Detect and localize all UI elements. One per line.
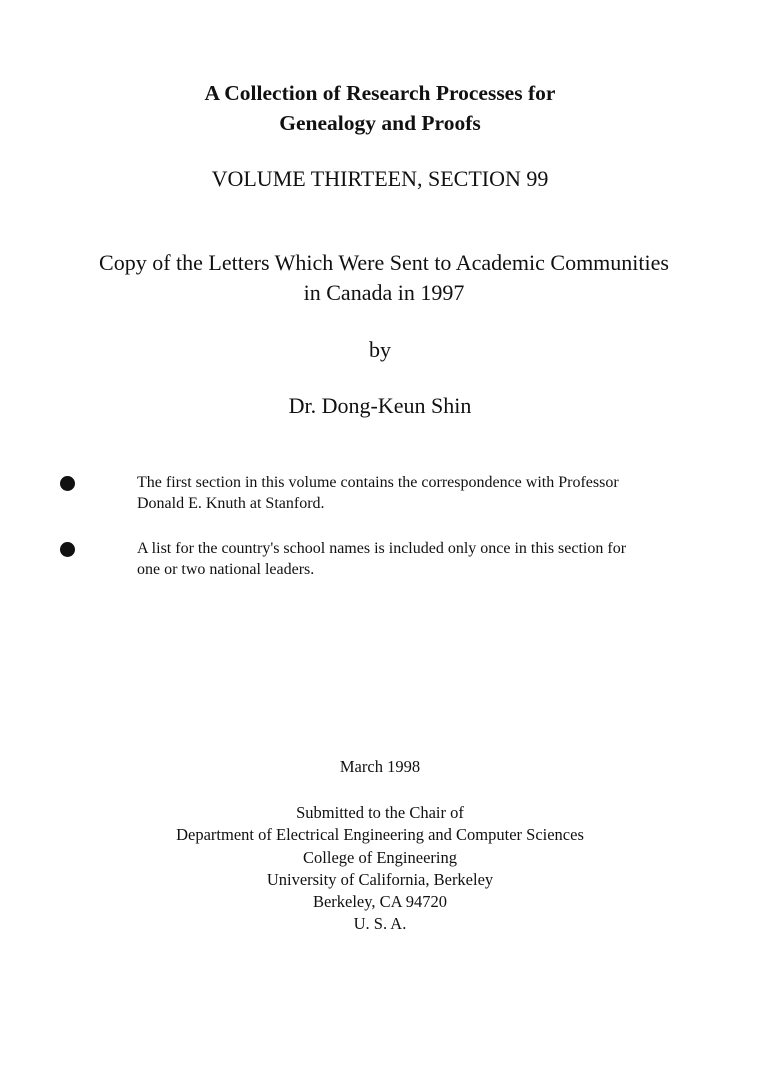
bullet-1-line-2: Donald E. Knuth at Stanford. [137,495,325,512]
document-title [0,78,760,138]
document-subject [4,248,760,308]
address-line-5: Berkeley, CA 94720 [312,892,448,912]
submission-address [0,802,760,936]
volume-heading: VOLUME THIRTEEN, SECTION 99 [211,166,549,191]
author-name: Dr. Dong-Keun Shin [288,393,472,418]
title-line-1: A Collection of Research Processes for [204,81,556,105]
bullet-dot-icon [60,542,75,557]
address-line-4: University of California, Berkeley [266,869,494,889]
by-label: by [369,337,391,362]
bullet-dot-icon [60,476,75,491]
address-line-6: U. S. A. [353,914,407,934]
subject-line-2: in Canada in 1997 [303,280,465,305]
bullet-text-2 [137,538,727,580]
bullet-2-line-1: A list for the country's school names is included only once in this section for [137,540,627,557]
address-line-2: Department of Electrical Engineering and Computer Sciences [176,825,584,845]
title-line-2: Genealogy and Proofs [279,111,481,135]
address-line-1: Submitted to the Chair of [296,803,464,822]
document-date: March 1998 [339,757,421,776]
bullet-text-1 [137,472,727,514]
bullet-1-line-1: The first section in this volume contains the correspondence with Professor [137,474,619,491]
address-line-3: College of Engineering [303,847,457,867]
subject-line-1: Copy of the Letters Which Were Sent to Academic Communities [99,250,669,275]
bullet-2-line-2: one or two national leaders. [137,561,315,578]
